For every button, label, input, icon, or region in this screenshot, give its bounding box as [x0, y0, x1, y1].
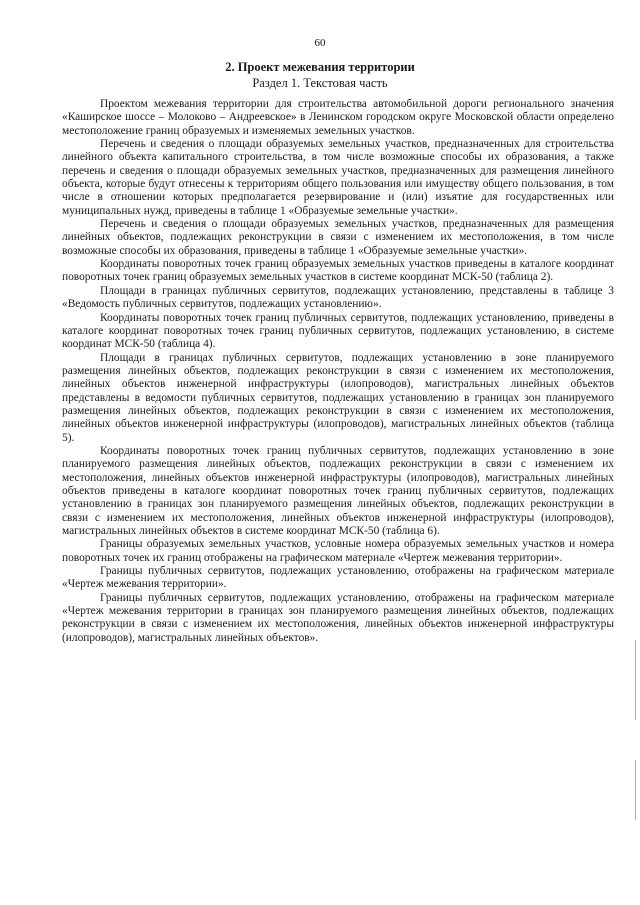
scan-margin-line: [635, 760, 636, 820]
section-subtitle: Раздел 1. Текстовая часть: [252, 76, 388, 90]
paragraph: Проектом межевания территории для строительства автомобильной дороги регионального значения «Каширское шоссе – Молоково – Андреевское» в Ленинском городском округе Московской области определено местоположение границ образуемых и изменяемых земельных участков.: [62, 98, 614, 137]
paragraph: Границы публичных сервитутов, подлежащих установлению, отображены на графическом материале «Чертеж межевания территории».: [62, 565, 614, 591]
paragraph: Координаты поворотных точек границ публичных сервитутов, подлежащих установлению в зоне планируемого размещения линейных объектов, подлежащих реконструкции в связи с изменением их местоположения, линейных объектов инженерной инфраструктуры (илопроводов), магистральных линейных объектов приведены в каталоге координат поворотных точек границ публичных сервитутов, подлежащих установлению в границах зон планируемого размещения линейных объектов, подлежащих реконструкции в связи с изменением их местоположения, линейных объектов инженерной инфраструктуры (илопроводов), магистральных линейных объектов в системе координат МСК-50 (таблица 6).: [62, 444, 614, 537]
paragraph: Координаты поворотных точек границ образуемых земельных участков приведены в каталоге координат поворотных точек границ образуемых земельных участков в системе координат МСК-50 (таблица 2).: [62, 258, 614, 284]
paragraph: Границы образуемых земельных участков, условные номера образуемых земельных участков и номера поворотных точек их границ отображены на графическом материале «Чертеж межевания территории».: [62, 538, 614, 564]
section-title: 2. Проект межевания территории: [225, 60, 415, 74]
paragraph: Площади в границах публичных сервитутов, подлежащих установлению, представлены в таблице 3 «Ведомость публичных сервитутов, подлежащих установлению».: [62, 284, 614, 311]
paragraph: Координаты поворотных точек границ публичных сервитутов, подлежащих установлению, приведены в каталоге координат поворотных точек границ публичных сервитутов, подлежащих установлению, в системе координат МСК-50 (таблица 4).: [62, 311, 614, 351]
document-body: [62, 98, 614, 645]
paragraph: Границы публичных сервитутов, подлежащих установлению, отображены на графическом материале «Чертеж межевания территории в границах зон планируемого размещения линейных объектов, подлежащих реконструкции в связи с изменением их местоположения, линейных объектов инженерной инфраструктуры (илопроводов), магистральных линейных объектов».: [62, 591, 614, 644]
scan-margin-line: [635, 640, 636, 720]
paragraph: Площади в границах публичных сервитутов, подлежащих установлению в зоне планируемого размещения линейных объектов, подлежащих реконструкции в связи с изменением их местоположения, линейных объектов инженерной инфраструктуры (илопроводов), магистральных линейных объектов представлены в ведомости публичных сервитутов, подлежащих установлению в границах зон планируемого размещения линейных объектов, подлежащих реконструкции в связи с изменением их местоположения, линейных объектов инженерной инфраструктуры (илопроводов), магистральных линейных объектов (таблица 5).: [62, 351, 614, 444]
paragraph: Перечень и сведения о площади образуемых земельных участков, предназначенных для строительства линейного объекта капитального строительства, в том числе возможные способы их образования, а также перечень и сведения о площади образуемых земельных участков, предназначенных для размещения линейного объекта, которые будут отнесены к территориям общего пользования или имуществу общего пользования, в том числе в отношении которых предполагается резервирование и (или) изъятие для государственных или муниципальных нужд, приведены в таблице 1 «Образуемые земельные участки».: [62, 138, 614, 217]
page-number: 60: [314, 37, 326, 49]
paragraph: Перечень и сведения о площади образуемых земельных участков, предназначенных для размещения линейных объектов, подлежащих реконструкции в связи с изменением их местоположения, в том числе возможные способы их образования, приведены в таблице 1 «Образуемые земельные участки».: [62, 218, 614, 257]
